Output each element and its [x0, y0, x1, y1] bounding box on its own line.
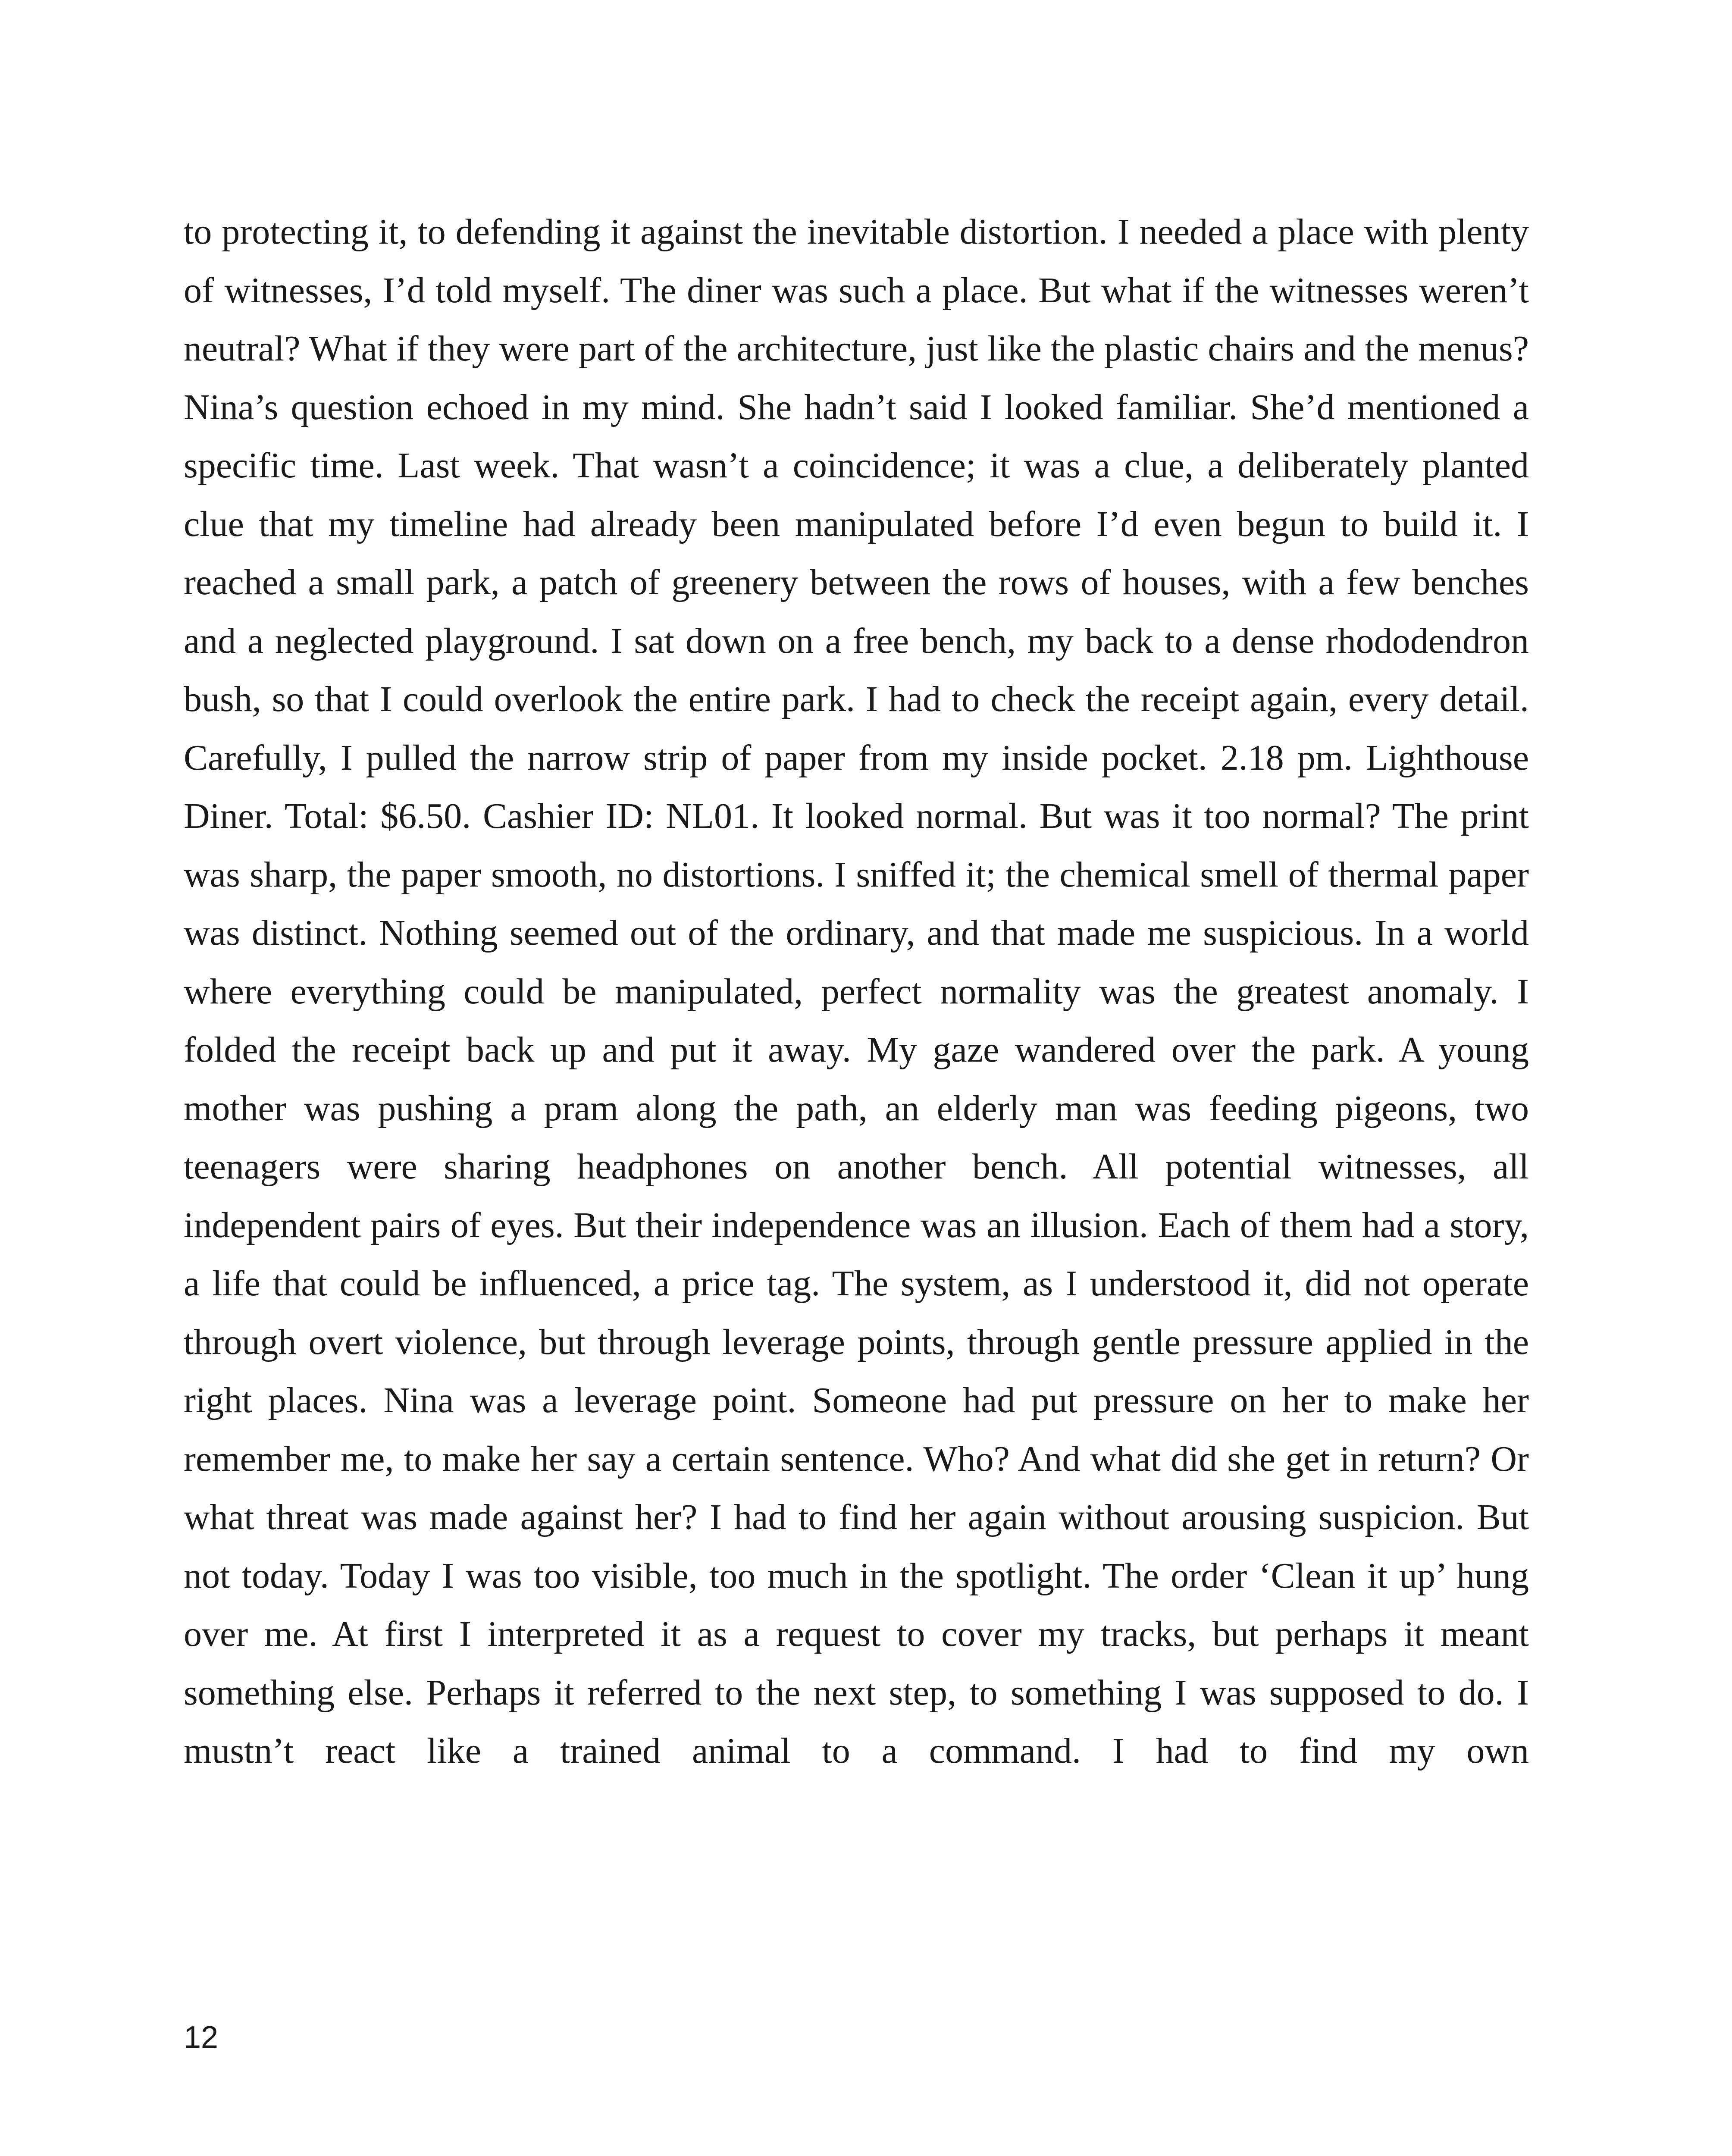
body-paragraph: to protecting it, to defending it against the inevitable distortion. I needed a place with plenty of witnesses, I’d told myself. The diner was such a place. But what if the witnesses weren’t neutral? What if they were part of the architecture, just like the plastic chairs and the menus? Nina’s question echoed in my mind. She hadn’t said I looked familiar. She’d mentioned a specific time. Last week. That wasn’t a coincidence; it was a clue, a deliberately planted clue that my timeline had already been manipulated before I’d even begun to build it. I reached a small park, a patch of greenery between the rows of houses, with a few benches and a neglected playground. I sat down on a free bench, my back to a dense rhododendron bush, so that I could overlook the entire park. I had to check the receipt again, every detail. Carefully, I pulled the narrow strip of paper from my inside pocket. 2.18 pm. Lighthouse Diner. Total: $6.50. Cashier ID: NL01. It looked normal. But was it too normal? The print was sharp, the paper smooth, no distortions. I sniffed it; the chemical smell of thermal paper was distinct. Nothing seemed out of the ordinary, and that made me suspicious. In a world where everything could be manipulated, perfect normality was the greatest anomaly. I folded the receipt back up and put it away. My gaze wandered over the park. A young mother was pushing a pram along the path, an elderly man was feeding pigeons, two teenagers were sharing headphones on another bench. All potential witnesses, all independent pairs of eyes. But their independence was an illusion. Each of them had a story, a life that could be influenced, a price tag. The system, as I understood it, did not operate through overt violence, but through leverage points, through gentle pressure applied in the right places. Nina was a leverage point. Someone had put pressure on her to make her remember me, to make her say a certain sentence. Who? And what did she get in return? Or what threat was made against her? I had to find her again without arousing suspicion. But not today. Today I was too visible, too much in the spotlight. The order ‘Clean it up’ hung over me. At first I interpreted it as a request to cover my tracks, but perhaps it meant something else. Perhaps it referred to the next step, to something I was supposed to do. I mustn’t react like a trained animal to a command. I had to find my own [184, 212, 1529, 1771]
page-number: 12 [184, 2020, 219, 2055]
